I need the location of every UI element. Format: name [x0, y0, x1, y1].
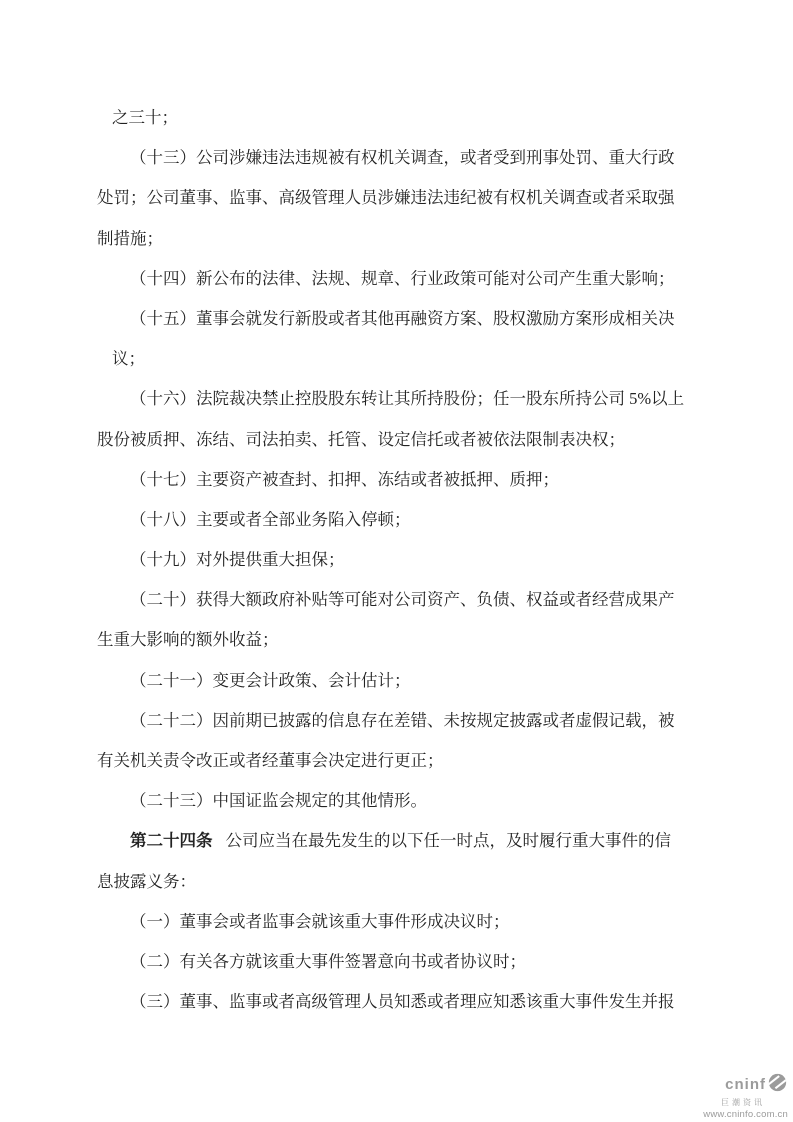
line-text: （二十二）因前期已披露的信息存在差错、未按规定披露或者虚假记载，被	[130, 710, 675, 730]
document-line	[97, 862, 682, 902]
document-line	[97, 781, 682, 821]
document-line	[97, 500, 682, 540]
document-line	[97, 299, 682, 339]
cninfo-swirl-icon	[767, 1072, 788, 1097]
document-line	[97, 701, 682, 741]
document-line	[97, 98, 682, 138]
cninfo-brand-text: cninf	[725, 1076, 766, 1093]
line-text: （二十一）变更会计政策、会计估计；	[130, 670, 411, 690]
line-text: （十三）公司涉嫌违法违规被有权机关调查，或者受到刑事处罚、重大行政	[130, 148, 675, 168]
document-line	[97, 460, 682, 500]
document-line	[97, 902, 682, 942]
line-text: （十八）主要或者全部业务陷入停顿；	[130, 509, 411, 529]
cninfo-brand-row	[703, 1072, 788, 1097]
document-line	[97, 420, 682, 460]
document-line	[97, 540, 682, 580]
cninfo-watermark	[703, 1072, 788, 1120]
document-line	[97, 178, 682, 218]
line-text: 议；	[112, 349, 145, 369]
line-text: （十七）主要资产被查封、扣押、冻结或者被抵押、质押；	[130, 469, 559, 489]
line-text: （十五）董事会就发行新股或者其他再融资方案、股权激励方案形成相关决	[130, 308, 675, 328]
document-line	[97, 219, 682, 259]
line-text: （十六）法院裁决禁止控股股东转让其所持股份；任一股东所持公司 5%以上	[130, 389, 685, 409]
document-line	[97, 821, 682, 861]
document-line	[97, 259, 682, 299]
line-text: （二十）获得大额政府补贴等可能对公司资产、负债、权益或者经营成果产	[130, 590, 675, 610]
document-line	[97, 339, 682, 379]
line-text: （十九）对外提供重大担保；	[130, 550, 345, 570]
line-text: （二十三）中国证监会规定的其他情形。	[130, 791, 427, 811]
line-text: （二）有关各方就该重大事件签署意向书或者协议时；	[130, 951, 526, 971]
cninfo-chinese-name: 巨潮资讯	[721, 1098, 765, 1107]
document-line	[97, 620, 682, 660]
document-line	[97, 982, 682, 1022]
line-text: （一）董事会或者监事会就该重大事件形成决议时；	[130, 911, 510, 931]
article-number-heading: 第二十四条	[130, 831, 213, 851]
line-text: 处罚；公司董事、监事、高级管理人员涉嫌违法违纪被有权机关调查或者采取强	[97, 188, 675, 208]
line-text: 生重大影响的额外收益；	[97, 630, 279, 650]
document-line	[97, 661, 682, 701]
document-line	[97, 379, 685, 419]
line-text: （十四）新公布的法律、法规、规章、行业政策可能对公司产生重大影响；	[130, 268, 675, 288]
cninfo-url: www.cninfo.com.cn	[703, 1109, 788, 1120]
document-line	[97, 580, 682, 620]
line-text: 制措施；	[97, 228, 163, 248]
line-text: 公司应当在最先发生的以下任一时点，及时履行重大事件的信	[225, 831, 671, 851]
document-body	[97, 98, 685, 1022]
document-line	[97, 942, 682, 982]
document-line	[97, 741, 682, 781]
line-text: 股份被质押、冻结、司法拍卖、托管、设定信托或者被依法限制表决权；	[97, 429, 625, 449]
document-line	[97, 138, 682, 178]
line-text: 之三十；	[112, 108, 178, 127]
line-text: 有关机关责令改正或者经董事会决定进行更正；	[97, 751, 444, 770]
line-text: 息披露义务：	[97, 871, 196, 891]
line-text: （三）董事、监事或者高级管理人员知悉或者理应知悉该重大事件发生并报	[130, 992, 675, 1012]
